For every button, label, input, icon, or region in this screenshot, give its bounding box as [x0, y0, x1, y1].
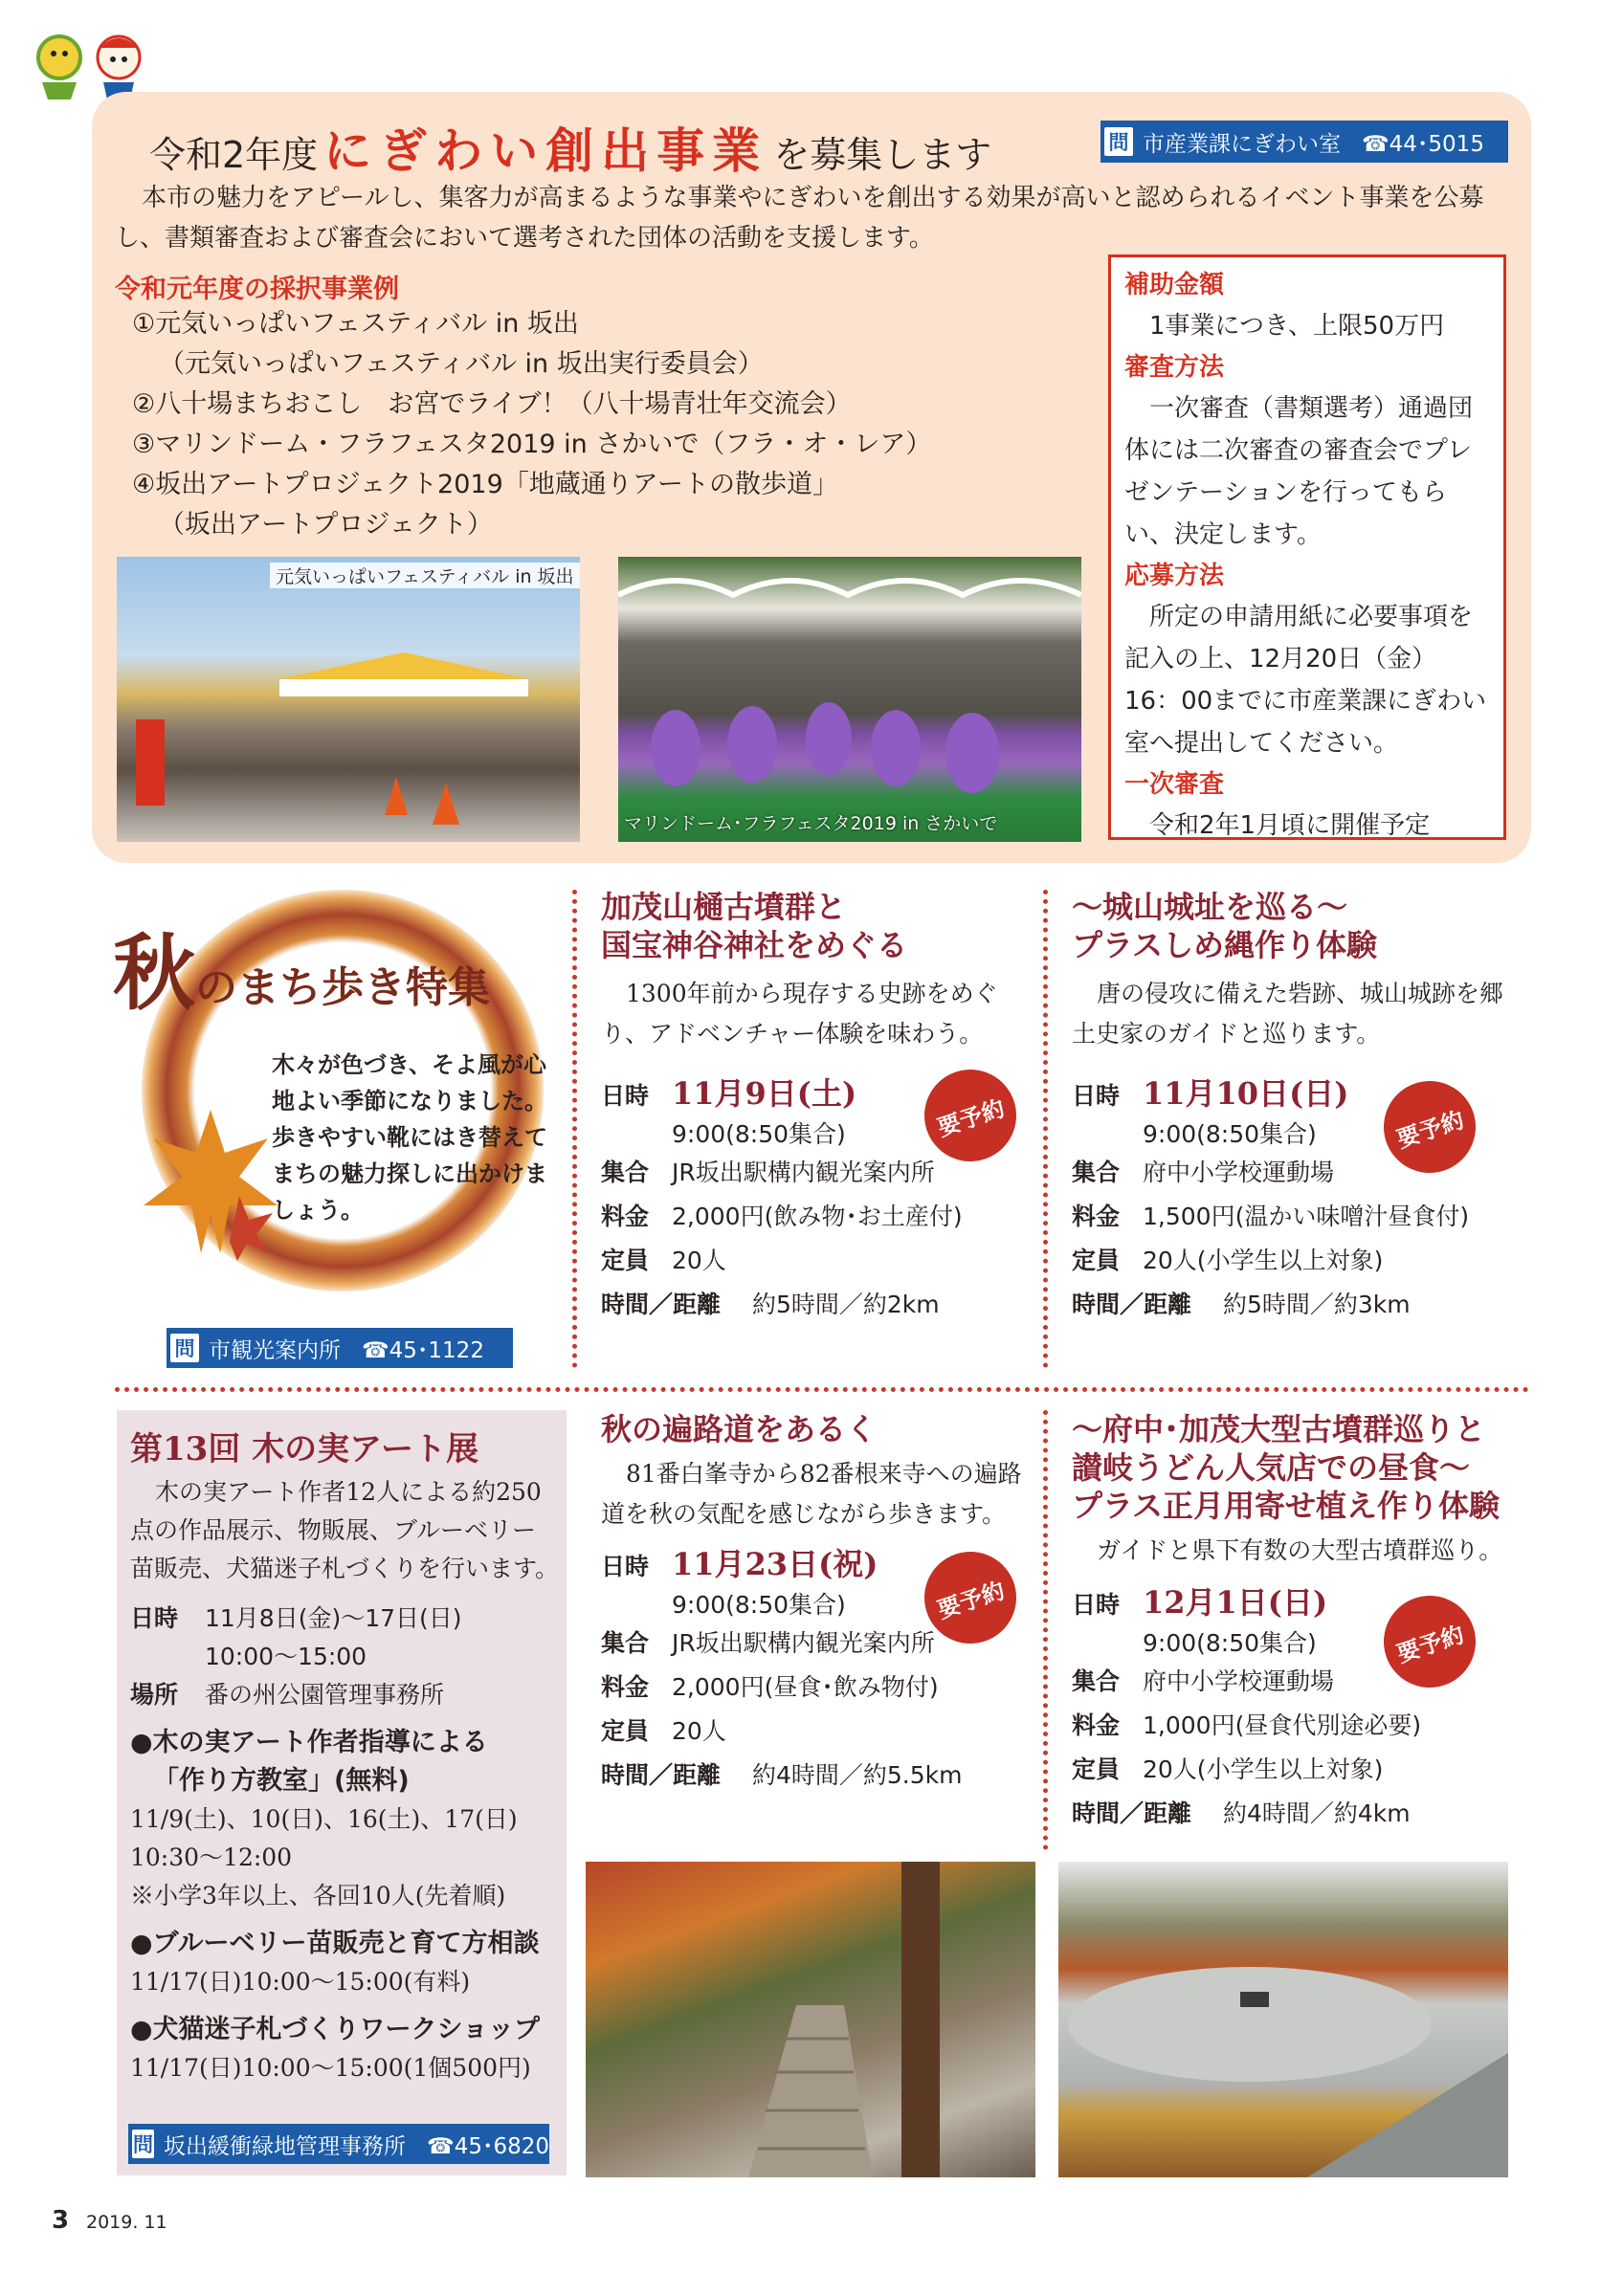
info-body: 一次審査（書類選考）通過団体には二次審査の審査会でプレゼンテーションを行ってもらい、決定します。 — [1124, 394, 1474, 549]
fee-label: 料金 — [601, 1203, 650, 1230]
contact-box-nigiwai — [1101, 121, 1508, 163]
nut-art-time: 10:00〜15:00 — [205, 1643, 367, 1670]
autumn-title-big: 秋 — [113, 925, 195, 1022]
example-item: ①元気いっぱいフェスティバル in 坂出 — [132, 309, 579, 339]
capacity-value: 20人(小学生以上対象) — [1143, 1247, 1384, 1274]
contact-box-greenbelt — [128, 2124, 549, 2164]
event-title: プラスしめ縄作り体験 — [1072, 927, 1378, 963]
event-title: 国宝神谷神社をめぐる — [601, 927, 908, 963]
mascot-illustration — [25, 25, 168, 101]
issue-date: 2019. 11 — [86, 2212, 167, 2233]
time-distance-value: 約4時間／約4km — [1223, 1799, 1411, 1827]
autumn-title-small: のまち歩き特集 — [195, 963, 490, 1012]
contact-tel: ☎45･6820 — [427, 2133, 549, 2159]
date-label: 日時 — [130, 1604, 179, 1632]
workshop-heading: ●木の実アート作者指導による — [130, 1728, 488, 1757]
nut-art-title: 第13回 木の実アート展 — [130, 1430, 479, 1468]
fee-value: 2,000円(昼食･飲み物付) — [672, 1673, 939, 1701]
example-item: ②八十場まちおこし お宮でライブ！（八十場青壮年交流会） — [132, 389, 852, 419]
event-time-value: 9:00(8:50集合) — [672, 1120, 846, 1148]
fee-label: 料金 — [601, 1673, 650, 1701]
blueberry-heading: ●ブルーベリー苗販売と育て方相談 — [130, 1929, 540, 1958]
time-distance-value: 約4時間／約5.5km — [752, 1761, 963, 1789]
autumn-intro-text: 木々が色づき、そよ風が心地よい季節になりました。歩きやすい靴にはき替えてまちの魅力探しに出かけましょう。 — [272, 1051, 547, 1224]
date-label: 日時 — [601, 1082, 650, 1110]
workshop-time: 10:30〜12:00 — [130, 1843, 293, 1871]
meet-value: 府中小学校運動場 — [1143, 1159, 1335, 1186]
workshop-note: ※小学3年以上、各回10人(先着順) — [130, 1882, 506, 1910]
name-tag-heading: ●犬猫迷子札づくりワークショップ — [130, 2015, 541, 2044]
event-date: 11月10日(日) — [1143, 1075, 1349, 1112]
time-distance-label: 時間／距離 — [601, 1761, 722, 1789]
nut-art-place-row — [130, 1676, 559, 1714]
fee-value: 1,000円(昼食代別途必要) — [1143, 1711, 1422, 1739]
workshop-dates: 11/9(土)、10(日)、16(土)、17(日) — [130, 1805, 518, 1833]
contact-box-tourism — [167, 1328, 513, 1368]
info-body: 令和2年1月頃に開催予定 — [1149, 811, 1431, 840]
nut-art-date-row — [130, 1600, 559, 1638]
event-time-value: 9:00(8:50集合) — [1143, 1629, 1317, 1657]
event-date: 11月23日(祝) — [672, 1546, 878, 1582]
page-number: 3 — [52, 2206, 70, 2235]
info-heading: 補助金額 — [1124, 271, 1225, 299]
example-item: ③マリンドーム・フラフェスタ2019 in さかいで（フラ・オ・レア） — [132, 430, 932, 459]
time-distance-value: 約5時間／約2km — [752, 1291, 940, 1318]
autumn-feature-title — [113, 907, 490, 1026]
blueberry-time: 11/17(日)10:00〜15:00(有料) — [130, 1968, 471, 1996]
reservation-badge: 要予約 — [913, 1058, 1029, 1174]
event-distance-row — [601, 1283, 1032, 1327]
event-title: 秋の遍路道をあるく — [601, 1411, 878, 1447]
info-box — [1108, 254, 1506, 840]
event-title: 加茂山樋古墳群と — [601, 889, 847, 925]
example-item: （坂出アートプロジェクト） — [159, 510, 493, 540]
intro-text: 本市の魅力をアピールし、集客力が高まるような事業やにぎわいを創出する効果が高いと認められるイベント事業を公募し、書類審査および審査会において選考された団体の活動を支援します。 — [115, 184, 1484, 253]
event-title: 〜城山城址を巡る〜 — [1072, 889, 1348, 925]
capacity-value: 20人(小学生以上対象) — [1143, 1755, 1384, 1783]
meet-value: JR坂出駅構内観光案内所 — [672, 1629, 935, 1657]
title-main: にぎわい創出事業 — [323, 123, 768, 179]
event-title: プラス正月用寄せ植え作り体験 — [1072, 1488, 1501, 1524]
time-distance-label: 時間／距離 — [1072, 1799, 1192, 1827]
event-capacity-row — [1072, 1748, 1522, 1792]
event-description: ガイドと県下有数の大型古墳群巡り。 — [1097, 1536, 1503, 1564]
divider-vertical — [1043, 890, 1048, 1368]
meet-label: 集合 — [601, 1159, 650, 1186]
maple-leaf-icon — [134, 1100, 287, 1263]
meet-label: 集合 — [601, 1629, 650, 1657]
divider-vertical — [572, 890, 577, 1368]
fee-value: 2,000円(飲み物･お土産付) — [672, 1203, 963, 1230]
info-body: 1事業につき、上限50万円 — [1149, 312, 1445, 341]
capacity-label: 定員 — [601, 1247, 650, 1274]
contact-tel: ☎44･5015 — [1362, 131, 1484, 157]
kofun-pond-photo — [1058, 1862, 1508, 2177]
nut-art-content — [130, 1425, 559, 2087]
hula-photo — [618, 557, 1081, 842]
capacity-value: 20人 — [672, 1717, 726, 1745]
reservation-badge: 要予約 — [1372, 1584, 1488, 1700]
capacity-label: 定員 — [601, 1717, 650, 1745]
info-body: 所定の申請用紙に必要事項を記入の上、12月20日（金）16：00までに市産業課にぎわい室へ提出してください。 — [1124, 603, 1487, 758]
event-description: 1300年前から現存する史跡をめぐり、アドベンチャー体験を味わう。 — [601, 980, 998, 1048]
time-distance-value: 約5時間／約3km — [1223, 1291, 1411, 1318]
event-fee-row — [1072, 1195, 1512, 1239]
fee-value: 1,500円(温かい味噌汁昼食付) — [1143, 1203, 1470, 1230]
inquiry-icon: 問 — [170, 1334, 199, 1362]
place-label: 場所 — [130, 1681, 179, 1709]
nut-art-date: 11月8日(金)〜17日(日) — [205, 1604, 462, 1632]
event-fee-row — [1072, 1704, 1522, 1748]
date-label: 日時 — [1072, 1082, 1121, 1110]
festival-photo-caption: 元気いっぱいフェスティバル in 坂出 — [270, 563, 580, 588]
event-capacity-row — [601, 1710, 1032, 1754]
capacity-value: 20人 — [672, 1247, 726, 1274]
contact-dept: 市産業課にぎわい室 — [1143, 131, 1341, 157]
event-time-value: 9:00(8:50集合) — [1143, 1120, 1317, 1148]
meet-value: JR坂出駅構内観光案内所 — [672, 1159, 935, 1186]
fee-label: 料金 — [1072, 1711, 1121, 1739]
date-label: 日時 — [601, 1553, 650, 1580]
event-distance-row — [1072, 1283, 1512, 1327]
reservation-badge: 要予約 — [1372, 1070, 1488, 1185]
event-capacity-row — [1072, 1239, 1512, 1283]
temple-stairs-photo — [586, 1862, 1035, 2177]
event-description: 唐の侵攻に備えた砦跡、城山城跡を郷土史家のガイドと巡ります。 — [1072, 980, 1504, 1048]
time-distance-label: 時間／距離 — [1072, 1291, 1192, 1318]
event-fee-row — [601, 1666, 1032, 1710]
event-date: 12月1日(日) — [1143, 1584, 1328, 1621]
reservation-badge: 要予約 — [913, 1540, 1029, 1656]
meet-value: 府中小学校運動場 — [1143, 1667, 1335, 1695]
examples-heading: 令和元年度の採択事業例 — [115, 275, 399, 304]
event-date: 11月9日(土) — [672, 1075, 857, 1112]
event-description: 81番白峯寺から82番根来寺への遍路道を秋の気配を感じながら歩きます。 — [601, 1460, 1022, 1528]
divider-horizontal — [115, 1387, 1529, 1392]
inquiry-icon: 問 — [1104, 127, 1133, 156]
event-time-value: 9:00(8:50集合) — [672, 1591, 846, 1619]
nut-art-description: 木の実アート作者12人による約250点の作品展示、物販展、ブルーベリー苗販売、犬猫迷子札づくりを行います。 — [130, 1478, 560, 1582]
contact-dept: 坂出緩衝緑地管理事務所 — [164, 2133, 407, 2159]
fee-label: 料金 — [1072, 1203, 1121, 1230]
info-heading: 一次審査 — [1124, 770, 1225, 799]
examples-list — [132, 304, 1089, 545]
meet-label: 集合 — [1072, 1159, 1121, 1186]
event-capacity-row — [601, 1239, 1032, 1283]
meet-label: 集合 — [1072, 1667, 1121, 1695]
info-heading: 応募方法 — [1124, 562, 1225, 590]
divider-vertical — [1043, 1410, 1048, 1850]
inquiry-icon: 問 — [132, 2130, 154, 2158]
info-heading: 審査方法 — [1124, 353, 1225, 382]
hula-photo-caption: マリンドーム･フラフェスタ2019 in さかいで — [624, 813, 998, 834]
title-suffix: を募集します — [773, 134, 992, 176]
recruitment-title — [149, 113, 992, 179]
festival-photo — [117, 557, 580, 842]
contact-tel: ☎45･1122 — [362, 1337, 484, 1363]
capacity-label: 定員 — [1072, 1247, 1121, 1274]
title-prefix: 令和2年度 — [149, 134, 319, 176]
workshop-heading: 「作り方教室」(無料) — [153, 1766, 410, 1796]
example-item: ④坂出アートプロジェクト2019「地蔵通りアートの散歩道」 — [132, 470, 838, 499]
name-tag-time: 11/17(日)10:00〜15:00(1個500円) — [130, 2054, 531, 2082]
event-title: 讃岐うどん人気店での昼食〜 — [1072, 1449, 1471, 1486]
event-fee-row — [601, 1195, 1032, 1239]
event-distance-row — [601, 1754, 1032, 1798]
nut-art-place: 番の州公園管理事務所 — [205, 1681, 445, 1709]
capacity-label: 定員 — [1072, 1755, 1121, 1783]
event-title: 〜府中･加茂大型古墳群巡りと — [1072, 1411, 1486, 1447]
contact-dept: 市観光案内所 — [209, 1337, 341, 1363]
date-label: 日時 — [1072, 1591, 1121, 1619]
event-distance-row — [1072, 1792, 1522, 1836]
time-distance-label: 時間／距離 — [601, 1291, 722, 1318]
example-item: （元気いっぱいフェスティバル in 坂出実行委員会） — [159, 349, 764, 379]
